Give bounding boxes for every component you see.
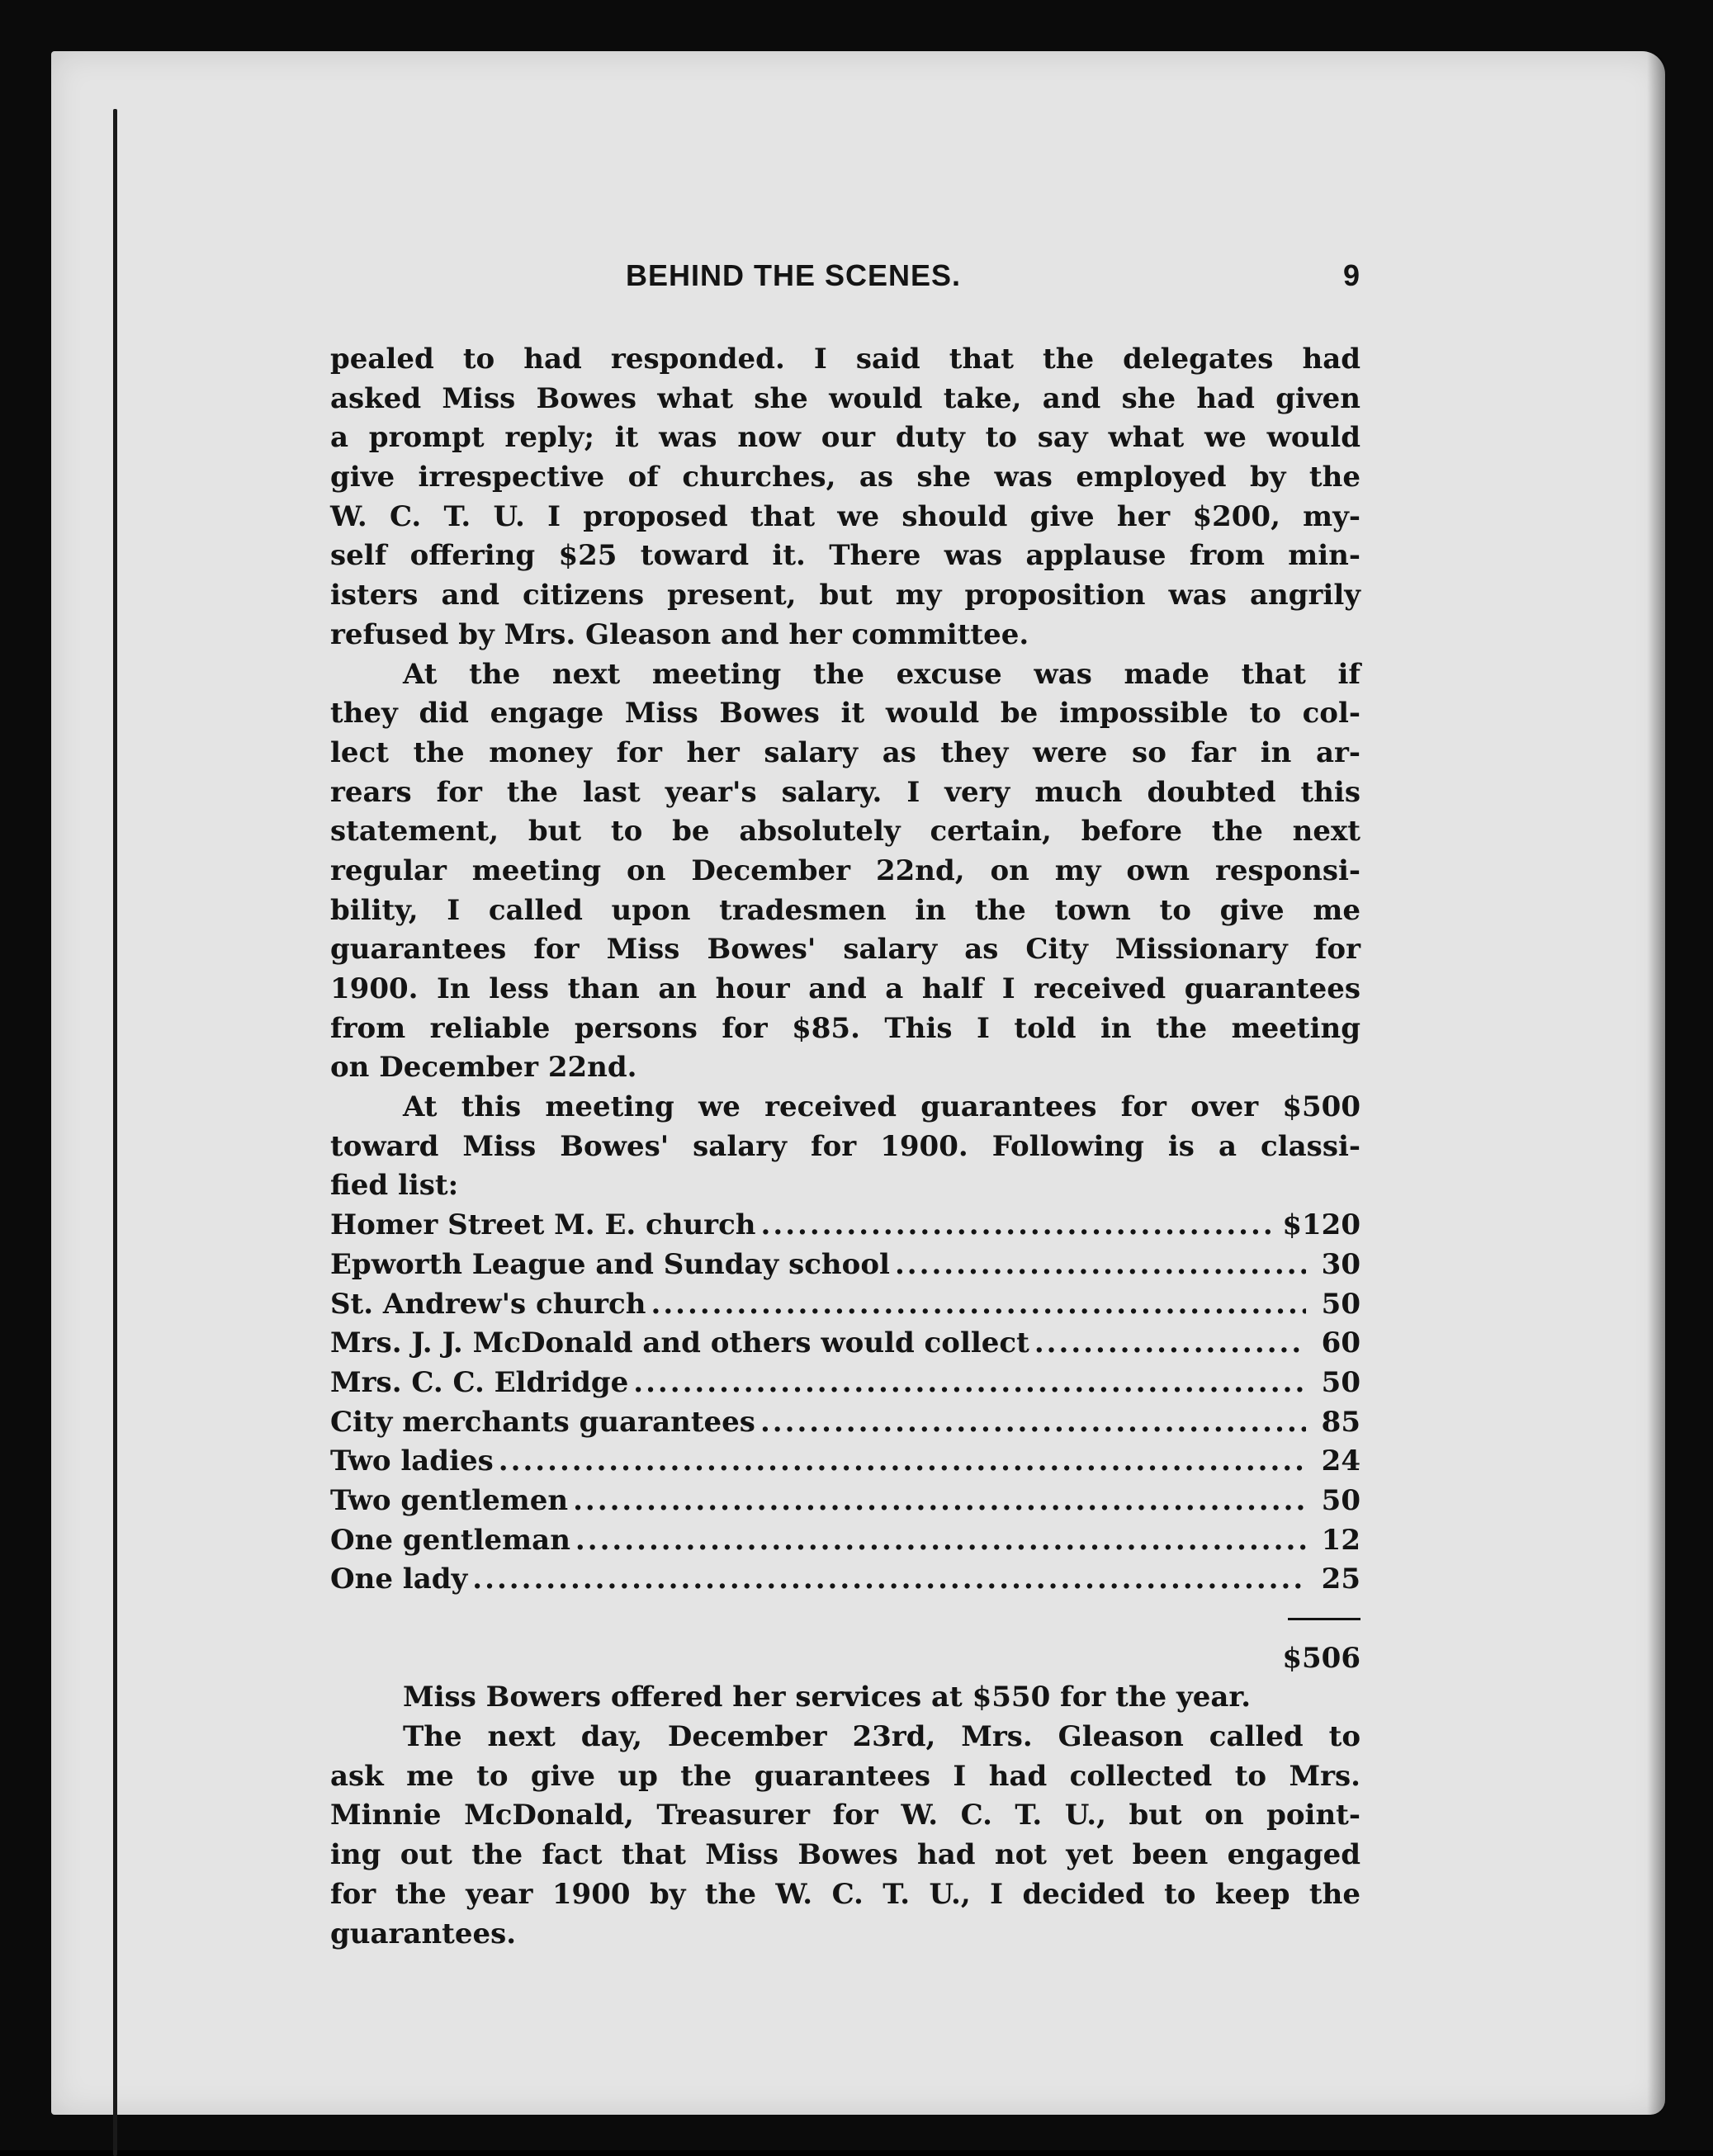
text-line: give irrespective of churches, as she was employed by the <box>330 461 1360 494</box>
paragraph-1 <box>330 340 1360 655</box>
paragraph-2 <box>330 655 1360 1089</box>
leader-dots <box>499 1442 1306 1482</box>
paragraph-4 <box>330 1678 1360 1718</box>
list-item-label: St. Andrew's church <box>330 1287 646 1321</box>
list-item <box>330 1364 1360 1403</box>
running-title: BEHIND THE SCENES. <box>626 258 962 292</box>
text-line: ing out the fact that Miss Bowes had not yet been engaged <box>330 1838 1360 1872</box>
text-line: lect the money for her salary as they were so far in ar- <box>330 735 1360 769</box>
list-item-label: One gentleman <box>330 1523 570 1557</box>
page-text <box>330 256 1360 1954</box>
leader-dots <box>633 1364 1306 1403</box>
leader-dots <box>573 1482 1306 1521</box>
list-item <box>330 1324 1360 1364</box>
leader-dots <box>761 1206 1278 1246</box>
paragraph-5 <box>330 1718 1360 1954</box>
text-line: regular meeting on December 22nd, on my own responsi- <box>330 853 1360 887</box>
list-item-amount: 85 <box>1321 1405 1360 1439</box>
text-line: a prompt reply; it was now our duty to say what we would <box>330 421 1360 455</box>
text-line: asked Miss Bowes what she would take, and she had given <box>330 381 1360 415</box>
leader-dots <box>575 1521 1306 1561</box>
leader-dots <box>760 1403 1306 1443</box>
list-item <box>330 1442 1360 1482</box>
list-item-amount: 50 <box>1321 1287 1360 1321</box>
text-line: ask me to give up the guarantees I had collected to Mrs. <box>330 1759 1360 1793</box>
list-item-amount: 50 <box>1321 1365 1360 1399</box>
paragraph-3 <box>330 1088 1360 1206</box>
text-line: pealed to had responded. I said that the delegates had <box>330 343 1360 376</box>
list-item-label: Mrs. C. C. Eldridge <box>330 1365 629 1399</box>
list-item-amount: 50 <box>1321 1483 1360 1517</box>
list-item <box>330 1206 1360 1246</box>
leader-dots <box>1034 1324 1306 1364</box>
sum-rule <box>330 1600 1360 1639</box>
leader-dots <box>472 1560 1306 1600</box>
list-item <box>330 1560 1360 1600</box>
list-item-label: City merchants guarantees <box>330 1405 755 1439</box>
leader-dots <box>651 1285 1306 1325</box>
text-line: for the year 1900 by the W. C. T. U., I decided to keep the <box>330 1877 1360 1911</box>
text-line: Miss Bowers offered her services at $550 for the year. <box>403 1681 1252 1714</box>
list-item-amount: 60 <box>1321 1326 1360 1360</box>
text-line: At the next meeting the excuse was made that if <box>403 657 1360 691</box>
list-item-amount: 24 <box>1321 1444 1360 1478</box>
text-line: isters and citizens present, but my proposition was angrily <box>330 579 1360 612</box>
list-item-amount: 12 <box>1321 1523 1360 1557</box>
list-item-label: Homer Street M. E. church <box>330 1208 756 1242</box>
text-line: self offering $25 toward it. There was applause from min- <box>330 539 1360 573</box>
guarantee-list <box>330 1206 1360 1678</box>
text-line: 1900. In less than an hour and a half I received guarantees <box>330 972 1360 1005</box>
text-line: guarantees for Miss Bowes' salary as City Missionary for <box>330 933 1360 967</box>
list-item-label: One lady <box>330 1563 468 1596</box>
running-head <box>330 256 1360 297</box>
sum-rule-line <box>1288 1618 1360 1620</box>
list-item-amount: 30 <box>1321 1247 1360 1281</box>
list-item-label: Epworth League and Sunday school <box>330 1247 890 1281</box>
text-line: The next day, December 23rd, Mrs. Gleason called to <box>403 1720 1360 1754</box>
list-item <box>330 1482 1360 1521</box>
list-item <box>330 1403 1360 1443</box>
text-line: on December 22nd. <box>330 1051 637 1085</box>
list-item <box>330 1521 1360 1561</box>
list-item-label: Two gentlemen <box>330 1483 569 1517</box>
text-line: fied list: <box>330 1169 459 1203</box>
binding-edge <box>113 109 117 2156</box>
list-item-label: Two ladies <box>330 1444 494 1478</box>
list-total: $506 <box>1282 1641 1360 1675</box>
list-item <box>330 1285 1360 1325</box>
page-number: 9 <box>1342 258 1360 292</box>
text-line: they did engage Miss Bowes it would be impossible to col- <box>330 697 1360 730</box>
text-line: rears for the last year's salary. I very much doubted this <box>330 775 1360 809</box>
leader-dots <box>895 1246 1306 1285</box>
list-item-amount: 25 <box>1321 1563 1360 1596</box>
text-line: refused by Mrs. Gleason and her committee. <box>330 617 1029 651</box>
list-item <box>330 1246 1360 1285</box>
text-line: At this meeting we received guarantees for over $500 <box>403 1090 1360 1124</box>
text-line: statement, but to be absolutely certain, before the next <box>330 815 1360 849</box>
list-item-label: Mrs. J. J. McDonald and others would collect <box>330 1326 1029 1360</box>
list-item-amount: $120 <box>1282 1208 1360 1242</box>
text-line: toward Miss Bowes' salary for 1900. Following is a classi- <box>330 1129 1360 1163</box>
text-line: from reliable persons for $85. This I told in the meeting <box>330 1011 1360 1045</box>
text-line: Minnie McDonald, Treasurer for W. C. T. U., but on point- <box>330 1799 1360 1832</box>
text-line: guarantees. <box>330 1917 517 1950</box>
text-line: bility, I called upon tradesmen in the town to give me <box>330 893 1360 927</box>
text-line: W. C. T. U. I proposed that we should give her $200, my- <box>330 499 1360 533</box>
page-edge-shadow <box>1647 51 1665 2115</box>
